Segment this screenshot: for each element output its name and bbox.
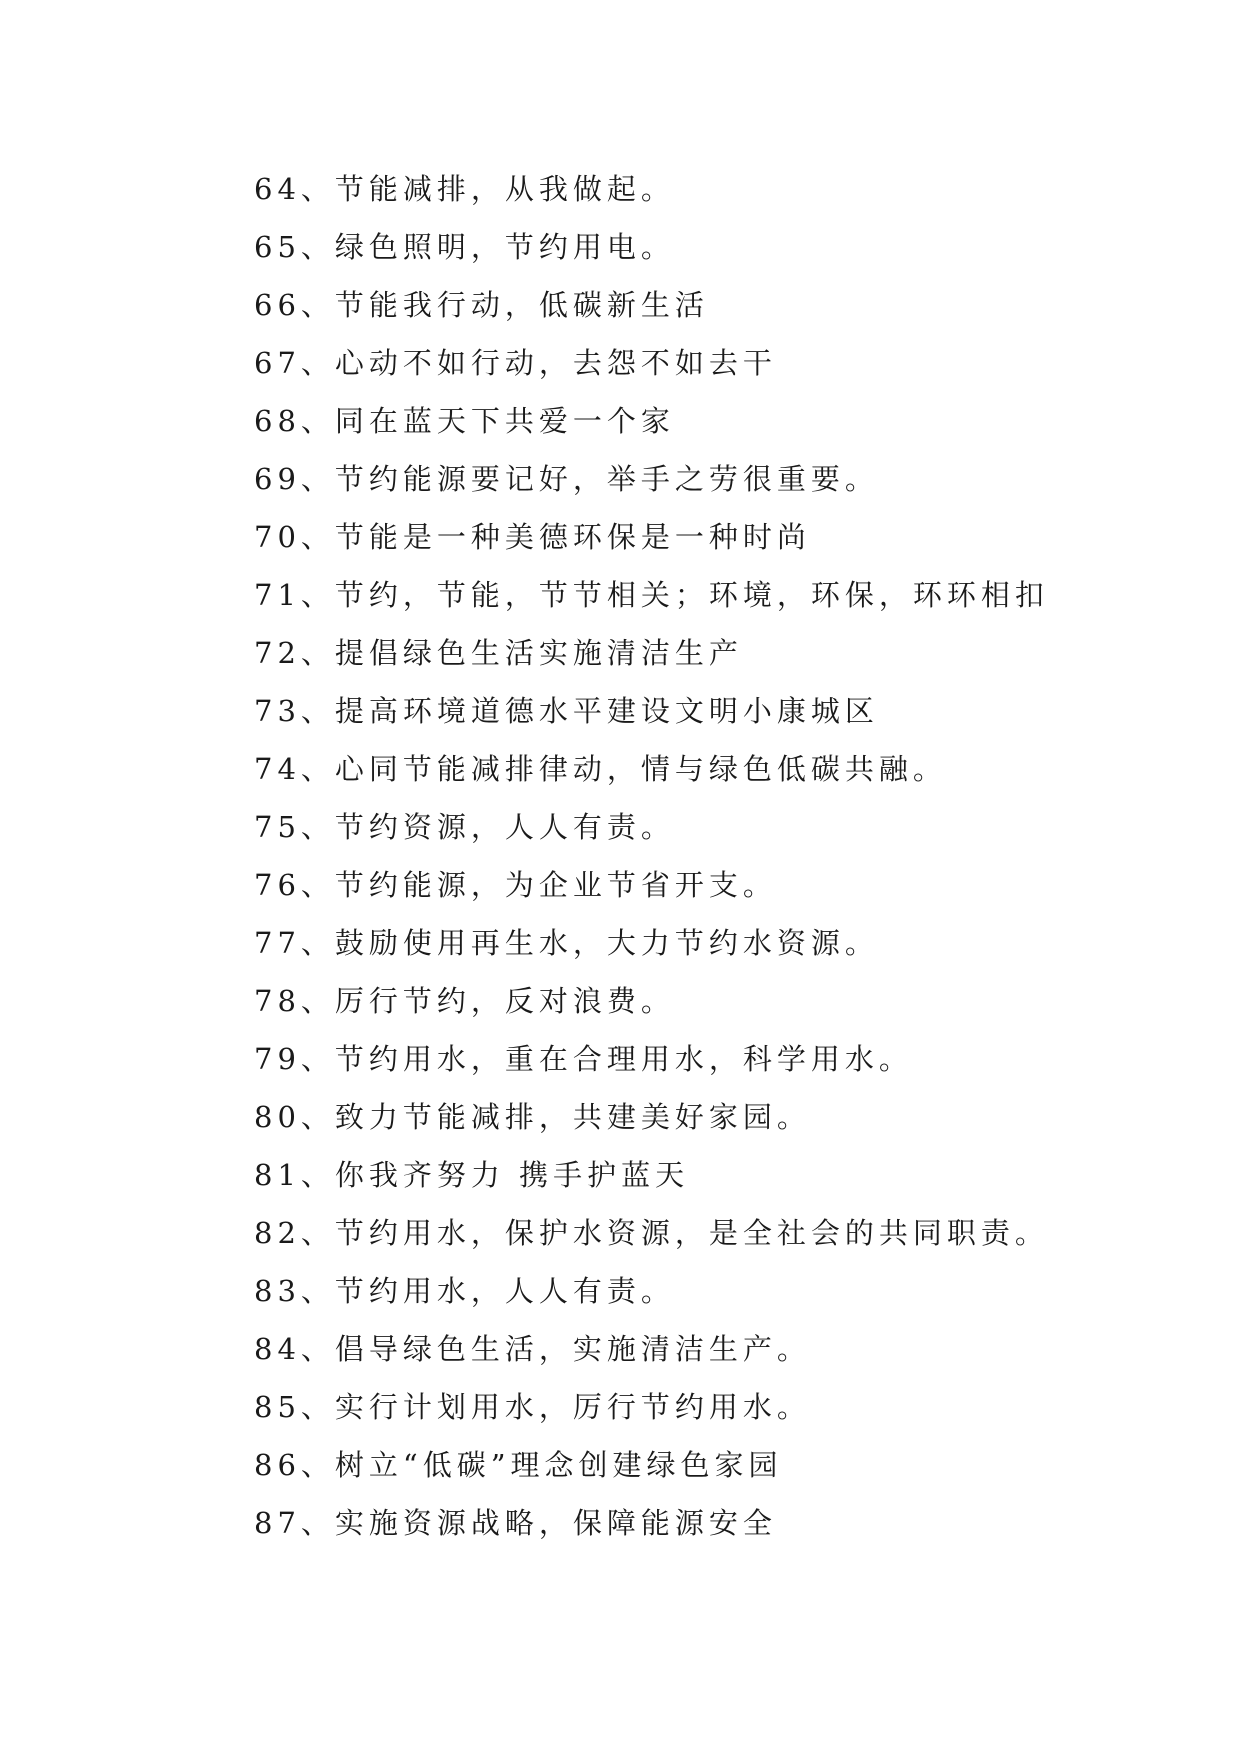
list-item: 70、节能是一种美德环保是一种时尚 [254,520,811,554]
list-item: 79、节约用水，重在合理用水，科学用水。 [254,1042,913,1076]
list-item: 78、厉行节约，反对浪费。 [254,984,675,1018]
list-item: 84、倡导绿色生活，实施清洁生产。 [254,1332,811,1366]
list-item: 65、绿色照明，节约用电。 [254,230,675,264]
list-item: 87、实施资源战略，保障能源安全 [254,1506,777,1540]
list-item: 68、同在蓝天下共爱一个家 [254,404,675,438]
list-item: 82、节约用水，保护水资源，是全社会的共同职责。 [254,1216,1049,1250]
list-item: 83、节约用水，人人有责。 [254,1274,675,1308]
list-item: 71、节约，节能，节节相关；环境，环保，环环相扣 [254,578,1049,612]
list-item: 85、实行计划用水，厉行节约用水。 [254,1390,811,1424]
slogan-list [254,160,1154,1552]
list-item: 69、节约能源要记好，举手之劳很重要。 [254,462,879,496]
list-item: 75、节约资源，人人有责。 [254,810,675,844]
list-item: 81、你我齐努力 携手护蓝天 [254,1158,690,1192]
list-item: 74、心同节能减排律动，情与绿色低碳共融。 [254,752,947,786]
list-item: 76、节约能源，为企业节省开支。 [254,868,777,902]
list-item: 80、致力节能减排，共建美好家园。 [254,1100,811,1134]
list-item: 77、鼓励使用再生水，大力节约水资源。 [254,926,879,960]
list-item: 66、节能我行动，低碳新生活 [254,288,709,322]
list-item: 67、心动不如行动，去怨不如去干 [254,346,777,380]
list-item: 64、节能减排，从我做起。 [254,172,675,206]
list-item: 86、树立“低碳”理念创建绿色家园 [254,1448,783,1482]
list-item: 73、提高环境道德水平建设文明小康城区 [254,694,879,728]
list-item: 72、提倡绿色生活实施清洁生产 [254,636,743,670]
